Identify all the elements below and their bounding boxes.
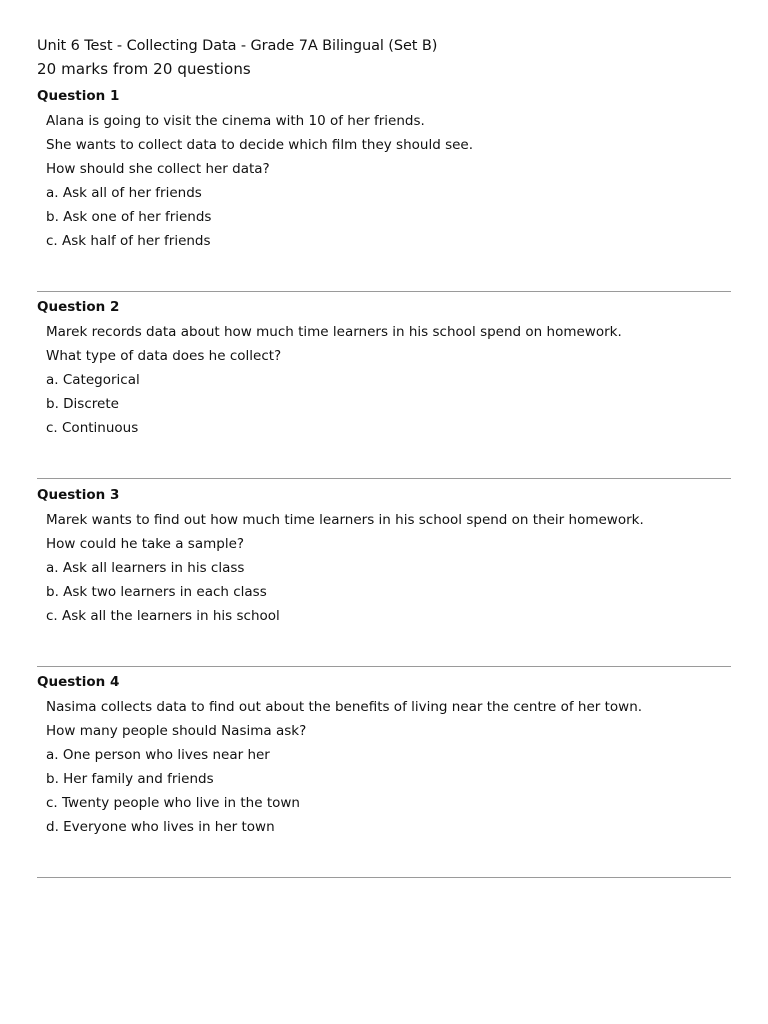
test-document bbox=[37, 36, 731, 835]
answer-option[interactable]: a. Categorical bbox=[46, 372, 140, 388]
question-text: How should she collect her data? bbox=[46, 161, 270, 177]
question-divider bbox=[37, 666, 731, 667]
question-text: She wants to collect data to decide which film they should see. bbox=[46, 137, 474, 153]
answer-option[interactable]: b. Discrete bbox=[46, 396, 119, 412]
answer-option[interactable]: c. Continuous bbox=[46, 420, 139, 436]
answer-option[interactable]: c. Twenty people who live in the town bbox=[46, 795, 300, 811]
answer-option[interactable]: d. Everyone who lives in her town bbox=[46, 819, 275, 835]
answer-option[interactable]: b. Her family and friends bbox=[46, 771, 214, 787]
question-heading: Question 1 bbox=[37, 88, 120, 104]
document-subtitle: 20 marks from 20 questions bbox=[37, 60, 251, 78]
question-text: What type of data does he collect? bbox=[46, 348, 282, 364]
question-heading: Question 3 bbox=[37, 487, 120, 503]
question-2 bbox=[37, 298, 731, 437]
answer-option[interactable]: a. Ask all of her friends bbox=[46, 185, 202, 201]
document-title: Unit 6 Test - Collecting Data - Grade 7A Bilingual (Set B) bbox=[37, 38, 438, 54]
question-3 bbox=[37, 486, 731, 625]
question-divider bbox=[37, 291, 731, 292]
answer-option[interactable]: a. One person who lives near her bbox=[46, 747, 270, 763]
question-text: Nasima collects data to find out about the benefits of living near the centre of her town. bbox=[46, 699, 643, 715]
answer-option[interactable]: c. Ask half of her friends bbox=[46, 233, 211, 249]
question-text: Alana is going to visit the cinema with 10 of her friends. bbox=[46, 113, 425, 129]
question-divider bbox=[37, 478, 731, 479]
question-text: How could he take a sample? bbox=[46, 536, 245, 552]
answer-option[interactable]: b. Ask two learners in each class bbox=[46, 584, 267, 600]
question-heading: Question 2 bbox=[37, 299, 120, 315]
question-text: Marek records data about how much time learners in his school spend on homework. bbox=[46, 324, 622, 340]
answer-option[interactable]: a. Ask all learners in his class bbox=[46, 560, 245, 576]
answer-option[interactable]: c. Ask all the learners in his school bbox=[46, 608, 280, 624]
question-heading: Question 4 bbox=[37, 674, 120, 690]
question-divider bbox=[37, 877, 731, 878]
question-4 bbox=[37, 673, 731, 836]
question-1 bbox=[37, 87, 731, 250]
question-text: Marek wants to find out how much time learners in his school spend on their homework. bbox=[46, 512, 644, 528]
answer-option[interactable]: b. Ask one of her friends bbox=[46, 209, 212, 225]
question-text: How many people should Nasima ask? bbox=[46, 723, 307, 739]
